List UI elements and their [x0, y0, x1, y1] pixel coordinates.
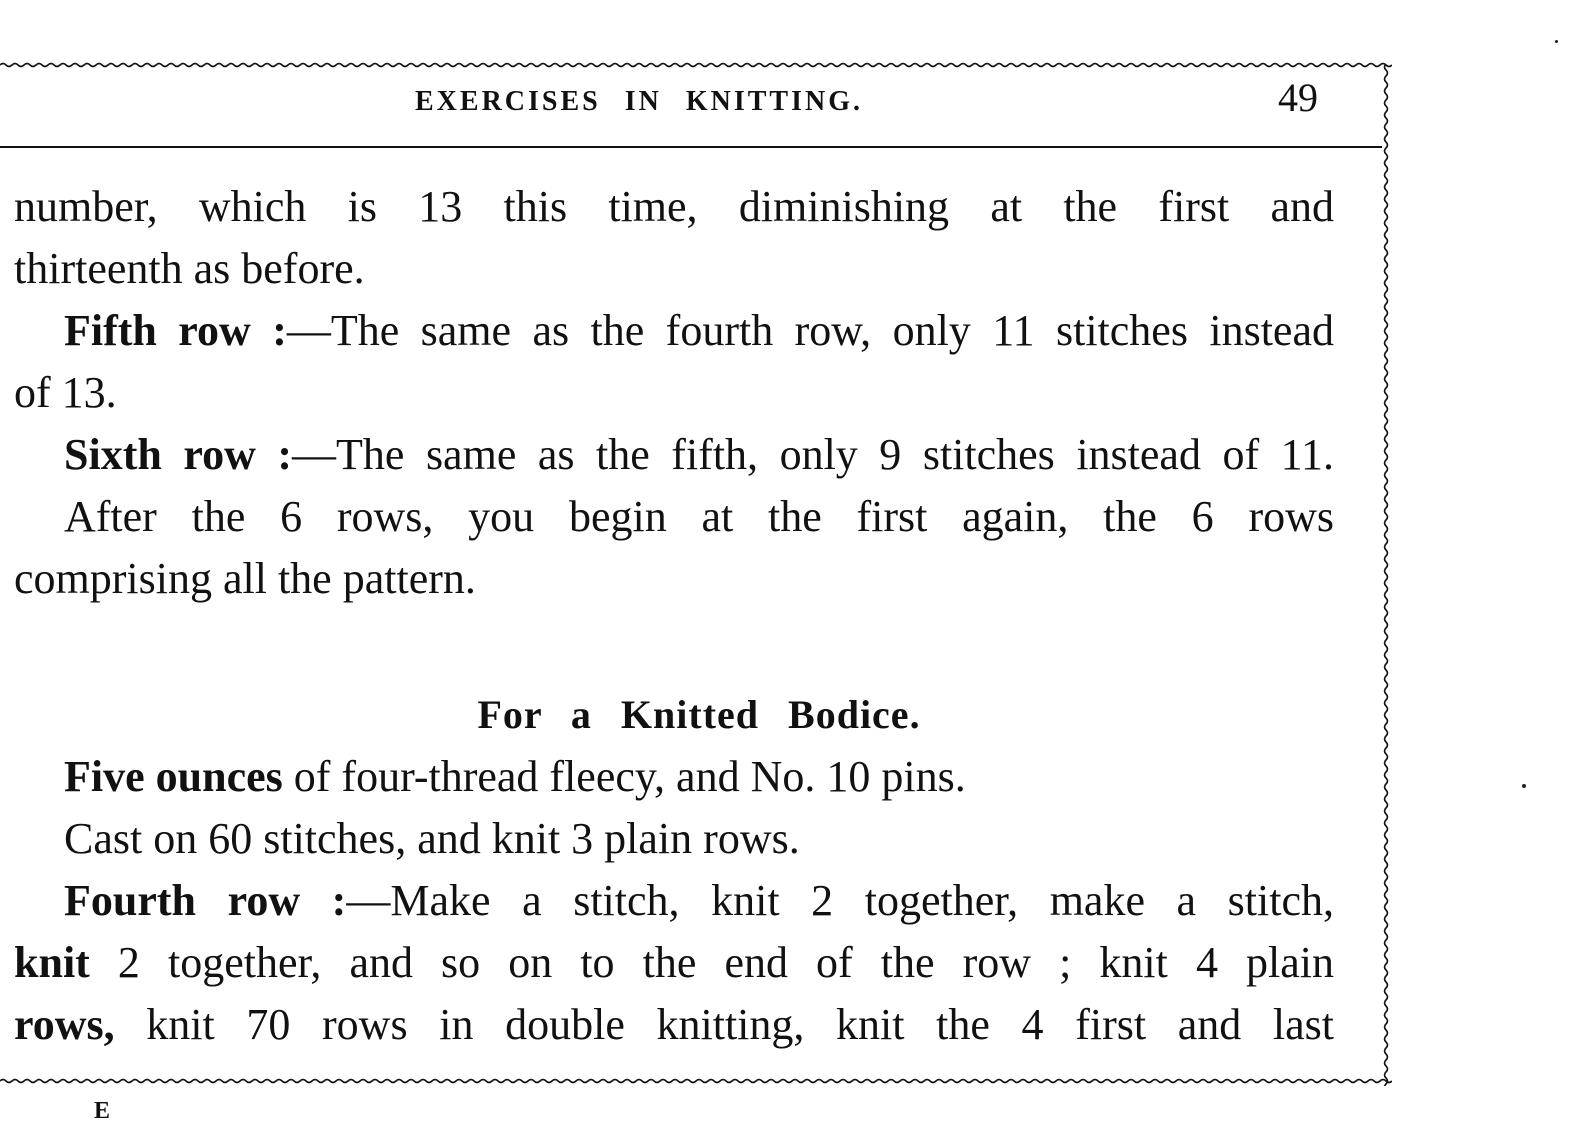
- header-rule: [0, 146, 1382, 148]
- run-in-heading: Sixth row :: [64, 430, 293, 479]
- paragraph-materials: [14, 746, 1334, 808]
- text-span: of four-thread fleecy, and No. 10 pins.: [282, 752, 966, 801]
- text-line: of 13.: [14, 368, 117, 417]
- page-number: 49: [1278, 75, 1318, 120]
- run-in-heading: Fifth row :: [64, 306, 287, 355]
- wavy-border-right: [1378, 64, 1394, 1086]
- signature-mark: E: [94, 1098, 111, 1124]
- bold-word: rows,: [14, 1000, 115, 1049]
- text-span: 2 together, and so on to the end of the row ; knit 4 plain: [89, 938, 1334, 987]
- run-in-heading: Fourth row :: [64, 876, 347, 925]
- text-line: [14, 994, 1334, 1056]
- text-line: comprising all the pattern.: [14, 554, 476, 603]
- text-line: [14, 932, 1334, 994]
- text-span: knit 70 rows in double knitting, knit the 4 first and last: [114, 1000, 1334, 1049]
- section-gap: [14, 610, 1334, 684]
- paragraph-fifth-row: [14, 300, 1334, 362]
- text-line: number, which is 13 this time, diminishing at the first and: [14, 182, 1334, 231]
- paragraph-fourth-row: [14, 870, 1334, 932]
- scan-speck: [1555, 40, 1558, 43]
- wavy-border-bottom: [0, 1074, 1392, 1088]
- text-span: —The same as the fifth, only 9 stitches instead of 11.: [292, 430, 1334, 479]
- text-span: —The same as the fourth row, only 11 stitches instead: [286, 306, 1334, 355]
- text-line: Cast on 60 stitches, and knit 3 plain rows.: [64, 814, 800, 863]
- wavy-border-top: [0, 58, 1392, 72]
- section-heading: For a Knitted Bodice.: [477, 692, 921, 737]
- text-span: —Make a stitch, knit 2 together, make a stitch,: [346, 876, 1334, 925]
- bold-word: knit: [14, 938, 90, 987]
- paragraph-sixth-row: [14, 424, 1334, 486]
- running-head: EXERCISES IN KNITTING.: [415, 86, 863, 117]
- run-in-heading: Five ounces: [64, 752, 283, 801]
- text-line: thirteenth as before.: [14, 244, 365, 293]
- text-line: After the 6 rows, you begin at the first again, the 6 rows: [64, 492, 1334, 541]
- page-body: [14, 176, 1334, 1056]
- scan-speck: [1522, 784, 1526, 788]
